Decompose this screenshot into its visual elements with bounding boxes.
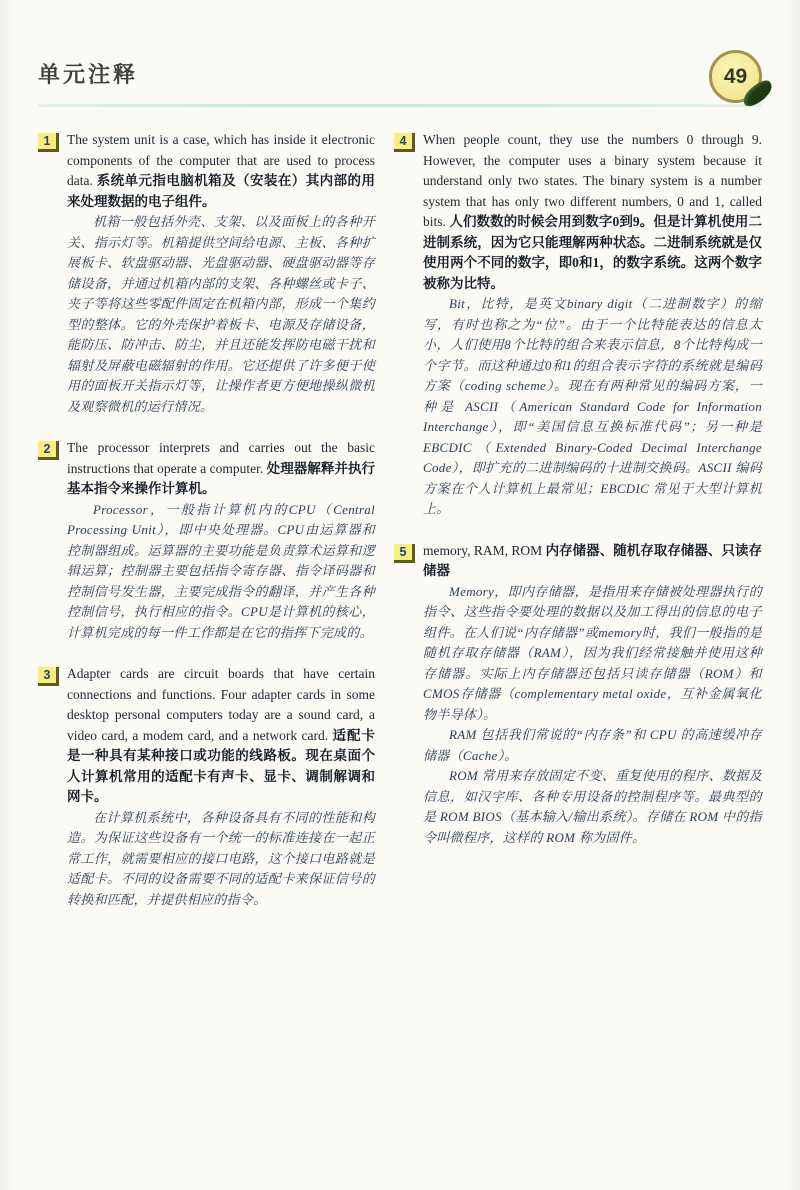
note-explanation: 在计算机系统中，各种设备具有不同的性能和构造。为保证这些设备有一个统一的标准连接在一起正常工作，就需要相应的接口电路，这个接口电路就是适配卡。不同的设备需要不同的适配卡来保证信号的转换和匹配，并提供相应的指令。 bbox=[67, 809, 375, 907]
note-lead bbox=[67, 130, 375, 212]
page-header bbox=[38, 58, 762, 107]
note-number: 4 bbox=[399, 134, 407, 148]
note-item-4 bbox=[394, 130, 762, 520]
note-number: 1 bbox=[43, 134, 51, 148]
note-chinese-translation: 适配卡是一种具有某种接口或功能的线路板。现在桌面个人计算机常用的适配卡有声卡、显卡、调制解调和网卡。 bbox=[67, 727, 376, 804]
note-explanation: Processor，一般指计算机内的CPU（Central Processing Unit），即中央处理器。CPU由运算器和控制器组成。运算器的主要功能是负责算术运算和逻辑运算；控制器主要包括指令寄存器、指令译码器和控制信号发生器，主要完成指令的翻译，并产生各种控制信号，执行相应的指令。CPU是计算机的核心，计算机完成的每一件工作都是在它的指挥下完成的。 bbox=[67, 501, 375, 640]
note-number: 5 bbox=[399, 544, 407, 559]
note-explanation: 机箱一般包括外壳、支架、以及面板上的各种开关、指示灯等。机箱提供空间给电源、主板、各种扩展板卡、软盘驱动器、光盘驱动器、硬盘驱动器等存储设备，并通过机箱内部的支架、各种螺丝或卡子、夹子等将这些零配件固定在机箱内部，形成一个集约型的整体。它的外壳保护着板卡、电源及存储设备，能防压、防冲击、防尘，并且还能发挥防电磁干扰和辐射及屏蔽电磁辐射的作用。它还提供了许多便于使用的面板开关指示灯等，让操作者更方便地操纵微机及观察微机的运行情况。 bbox=[67, 214, 375, 414]
note-number: 2 bbox=[43, 442, 51, 456]
note-english-text: Adapter cards are circuit boards that have certain connections and functions. Four adapter cards in some desktop personal computers today are a sound card, a video card, a modem card, and a network card. bbox=[67, 666, 375, 743]
note-lead bbox=[67, 438, 375, 500]
note-lead bbox=[423, 130, 762, 294]
note-english-text: When people count, they use the numbers 0 through 9. However, the computer uses a binary system because it understand only two states. The binary system is a number system that has only two different numbers, 0 and 1, called bits. bbox=[423, 132, 762, 229]
title-divider bbox=[38, 104, 762, 107]
note-number-badge bbox=[38, 441, 59, 460]
note-lead bbox=[423, 541, 762, 582]
note-chinese-translation: 人们数数的时候会用到数字0到9。但是计算机使用二进制系统，因为它只能理解两种状态。二进制系统就是仅使用两个不同的数字，即0和1，的数字系统。这两个数字被称为比特。 bbox=[423, 214, 762, 291]
note-body bbox=[423, 541, 762, 849]
note-chinese-translation: 系统单元指电脑机箱及（安装在）其内部的用来处理数据的电子组件。 bbox=[67, 173, 375, 209]
note-number-badge bbox=[394, 544, 415, 563]
page-number: 49 bbox=[723, 64, 748, 88]
note-lead bbox=[67, 664, 375, 808]
notes-columns bbox=[38, 130, 762, 931]
note-body bbox=[67, 130, 375, 417]
note-item-2 bbox=[38, 438, 375, 643]
note-explanation: ROM 常用来存放固定不变、重复使用的程序、数据及信息，如汉字库、各种专用设备的控制程序等。最典型的是 ROM BIOS（基本输入/输出系统）。存储在 ROM 中的指令叫微程序，这样的 ROM 称为固件。 bbox=[423, 768, 762, 845]
note-english-text: memory, RAM, ROM bbox=[423, 542, 546, 558]
note-explanation: Bit，比特，是英文binary digit（二进制数字）的缩写，有时也称之为“位”。由于一个比特能表达的信息太小，人们使用8个比特的组合来表示信息，8个比特构成一个字节。而这种通过0和1的组合表示字符的系统就是编码方案（coding scheme）。现在有两种常见的编码方案，一种是 ASCII（American Standard Code for Information Interchange），即“美国信息互换标准代码”；另一种是 EBCDIC（Extended Binary-Coded Decimal Interchange Code），即扩充的二进制编码的十进制交换码。ASCII 编码方案在个人计算机上最常见；EBCDIC 常见于大型计算机上。 bbox=[423, 296, 762, 516]
note-english-text: The processor interprets and carries out the basic instructions that operate a computer. bbox=[67, 440, 375, 476]
note-english-text: The system unit is a case, which has inside it electronic components of the computer that are used to process data. bbox=[67, 132, 375, 188]
note-explanation: RAM 包括我们常说的“内存条”和 CPU 的高速缓冲存储器（Cache）。 bbox=[423, 727, 762, 763]
page-title: 单元注释 bbox=[38, 62, 139, 87]
book-page bbox=[0, 58, 800, 1190]
left-column bbox=[38, 130, 375, 931]
note-item-1 bbox=[38, 130, 375, 417]
note-chinese-translation: 处理器解释并执行基本指令来操作计算机。 bbox=[67, 460, 375, 496]
note-number-badge bbox=[38, 667, 59, 686]
note-item-3 bbox=[38, 664, 375, 910]
note-body bbox=[423, 130, 762, 520]
right-column bbox=[394, 130, 762, 931]
note-chinese-translation: 内存储器、随机存取存储器、只读存储器 bbox=[423, 542, 762, 578]
note-number: 3 bbox=[43, 668, 51, 682]
note-number-badge bbox=[38, 133, 59, 152]
note-item-5 bbox=[394, 541, 762, 849]
note-body bbox=[67, 438, 375, 643]
note-body bbox=[67, 664, 375, 910]
note-explanation: Memory，即内存储器，是指用来存储被处理器执行的指令、这些指令要处理的数据以及加工得出的信息的电子组件。在人们说“内存储器”或memory时，我们一般指的是随机存取存储器（RAM），因为我们经常接触并使用这种存储器。实际上内存储器还包括只读存储器（ROM）和CMOS存储器（complementary metal oxide，互补金属氧化物半导体）。 bbox=[423, 583, 762, 722]
note-number-badge bbox=[394, 133, 415, 152]
